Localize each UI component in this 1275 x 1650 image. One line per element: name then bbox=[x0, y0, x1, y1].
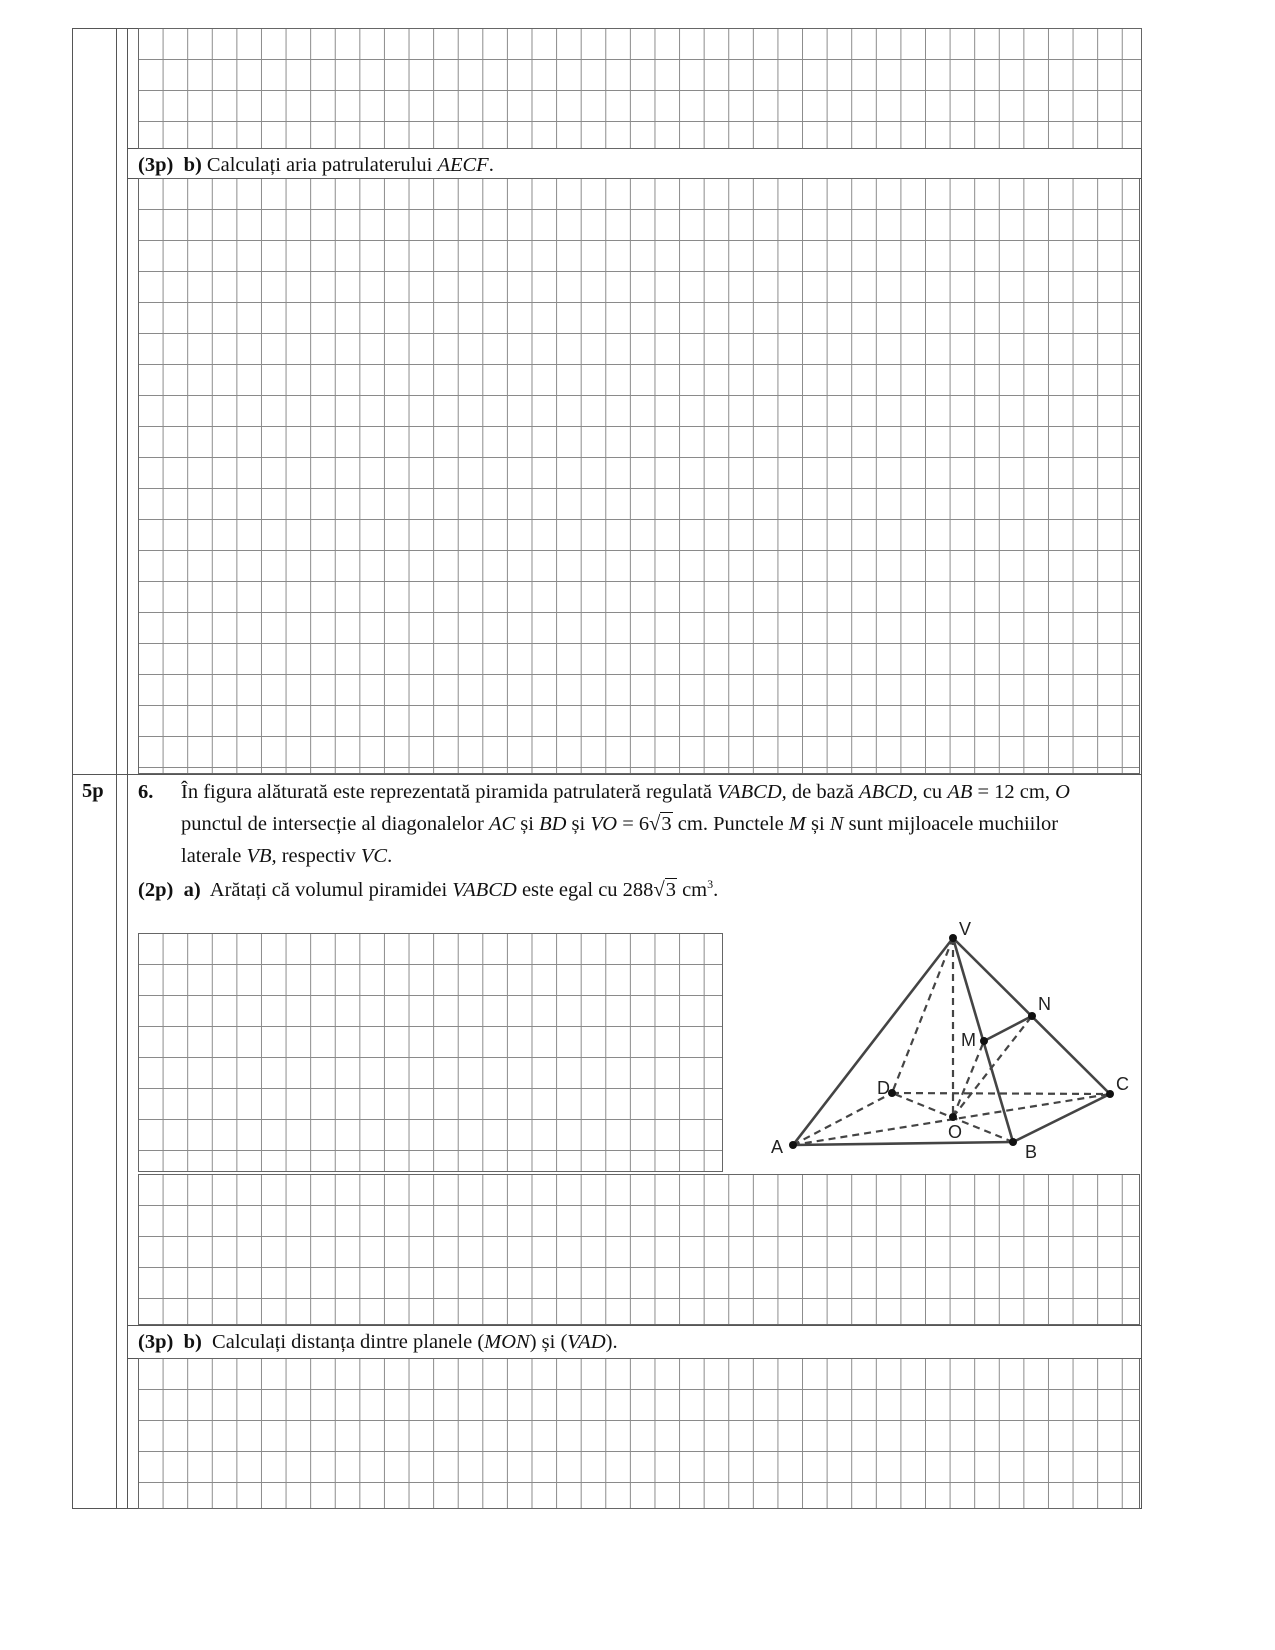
t6-l2-p3: și bbox=[566, 813, 591, 835]
point-V bbox=[949, 934, 957, 942]
point-O bbox=[949, 1113, 957, 1121]
point-A bbox=[789, 1141, 797, 1149]
t6-l2-v2: BD bbox=[539, 813, 567, 835]
t6-l2-p1: punctul de intersecție al diagonalelor bbox=[181, 813, 489, 835]
segment-OM-hidden bbox=[953, 1041, 984, 1117]
t6b-p1: Calculați distanța dintre planele ( bbox=[212, 1331, 485, 1353]
t6-l1-v3: AB bbox=[947, 781, 973, 803]
edge-BC bbox=[1013, 1094, 1110, 1142]
t6-l3-p1: laterale bbox=[181, 845, 247, 867]
section-divider bbox=[72, 774, 1142, 775]
t6-l2-p5: cm. Punctele bbox=[672, 813, 789, 835]
t6a-end: . bbox=[713, 878, 719, 901]
task-5b-end: . bbox=[488, 154, 494, 176]
task-6-line-2 bbox=[181, 814, 1058, 835]
label-O: O bbox=[948, 1122, 963, 1142]
edge-DC-hidden bbox=[892, 1093, 1110, 1094]
t6-l2-v5: N bbox=[829, 813, 844, 835]
t6-l3-v2: VC bbox=[360, 845, 388, 867]
t6a-rad: 3 bbox=[665, 878, 676, 901]
points-label-5p: 5p bbox=[82, 780, 104, 802]
answer-grid-5a[interactable] bbox=[138, 28, 1142, 149]
t6-l2-v4: M bbox=[788, 813, 806, 835]
frame-left-border bbox=[72, 28, 73, 1509]
t6-l2-p2: și bbox=[515, 813, 540, 835]
t6b-v1: MON bbox=[484, 1331, 530, 1353]
t6b-p2: ) și ( bbox=[529, 1331, 568, 1353]
label-B: B bbox=[1025, 1142, 1038, 1162]
t6-l1-v4: O bbox=[1055, 781, 1070, 803]
task-6a-points: (2p) bbox=[138, 878, 174, 901]
task-6-line-1 bbox=[181, 782, 1070, 803]
t6-l2-v3: VO bbox=[590, 813, 618, 835]
t6-l2-rad: 3 bbox=[661, 813, 672, 835]
edge-VA bbox=[793, 938, 953, 1145]
answer-grid-6b[interactable] bbox=[138, 1358, 1140, 1509]
task-5b-points: (3p) bbox=[138, 154, 174, 176]
t6-l3-p2: respectiv bbox=[276, 845, 361, 867]
task-6-number: 6. bbox=[138, 781, 154, 803]
answer-grid-5b[interactable] bbox=[138, 178, 1140, 774]
label-D: D bbox=[877, 1078, 890, 1098]
task-6b-letter: b) bbox=[183, 1331, 202, 1353]
t6-l1-p1: În figura alăturată este reprezentată piramida patrulateră regulată bbox=[181, 781, 718, 803]
pyramid-figure bbox=[760, 905, 1140, 1170]
t6b-p3: ). bbox=[605, 1331, 618, 1353]
t6a-p3: cm bbox=[676, 878, 708, 901]
task-5b-letter: b) bbox=[183, 154, 202, 176]
sqrt-symbol-6a: √3 bbox=[653, 878, 676, 901]
label-C: C bbox=[1116, 1074, 1129, 1094]
task-6-line-3 bbox=[181, 846, 392, 867]
t6b-v2: VAD bbox=[567, 1331, 606, 1353]
task-6a-letter: a) bbox=[183, 878, 201, 901]
task-5b-prompt bbox=[138, 155, 494, 176]
edge-AB bbox=[793, 1142, 1013, 1145]
label-A: A bbox=[771, 1137, 784, 1157]
task-6b-points: (3p) bbox=[138, 1331, 174, 1353]
t6-l1-v1: VABCD, bbox=[717, 781, 787, 803]
t6a-sup: 3 bbox=[707, 877, 714, 891]
t6-l1-p3: cu bbox=[917, 781, 948, 803]
t6-l1-v2: ABCD, bbox=[859, 781, 918, 803]
t6-l3-v1: VB, bbox=[246, 845, 277, 867]
rule-6b-top bbox=[128, 1325, 1141, 1326]
task-5b-text: Calculați aria patrulaterului bbox=[206, 154, 438, 176]
label-N: N bbox=[1038, 994, 1051, 1014]
label-M: M bbox=[961, 1030, 976, 1050]
t6a-p1: Arătați că volumul piramidei bbox=[209, 878, 453, 901]
task-6a-prompt bbox=[138, 878, 718, 900]
answer-grid-6a-left[interactable] bbox=[138, 933, 723, 1172]
t6a-p2: este egal cu 288 bbox=[516, 878, 654, 901]
task-6b-prompt bbox=[138, 1332, 618, 1353]
frame-column-divider-1 bbox=[116, 28, 117, 1509]
segment-MN bbox=[984, 1016, 1032, 1041]
t6-l2-p4: = 6 bbox=[617, 813, 650, 835]
t6-l2-p7: sunt mijloacele muchiilor bbox=[843, 813, 1059, 835]
t6-l3-p3: . bbox=[387, 845, 393, 867]
edge-VD-hidden bbox=[892, 938, 953, 1093]
frame-right-border bbox=[1141, 28, 1142, 1509]
t6-l1-p2: de bază bbox=[786, 781, 860, 803]
task-5b-figure: AECF bbox=[437, 154, 489, 176]
point-B bbox=[1009, 1138, 1017, 1146]
frame-column-divider-2 bbox=[127, 28, 128, 1509]
point-N bbox=[1028, 1012, 1036, 1020]
sqrt-symbol: √3 bbox=[649, 813, 672, 835]
t6a-v1: VABCD bbox=[452, 878, 517, 901]
point-C bbox=[1106, 1090, 1114, 1098]
t6-l2-p6: și bbox=[805, 813, 830, 835]
answer-grid-6a-bottom[interactable] bbox=[138, 1174, 1140, 1325]
label-V: V bbox=[959, 919, 972, 939]
point-M bbox=[980, 1037, 988, 1045]
t6-l1-p4: = 12 cm, bbox=[972, 781, 1056, 803]
t6-l2-v1: AC bbox=[488, 813, 516, 835]
